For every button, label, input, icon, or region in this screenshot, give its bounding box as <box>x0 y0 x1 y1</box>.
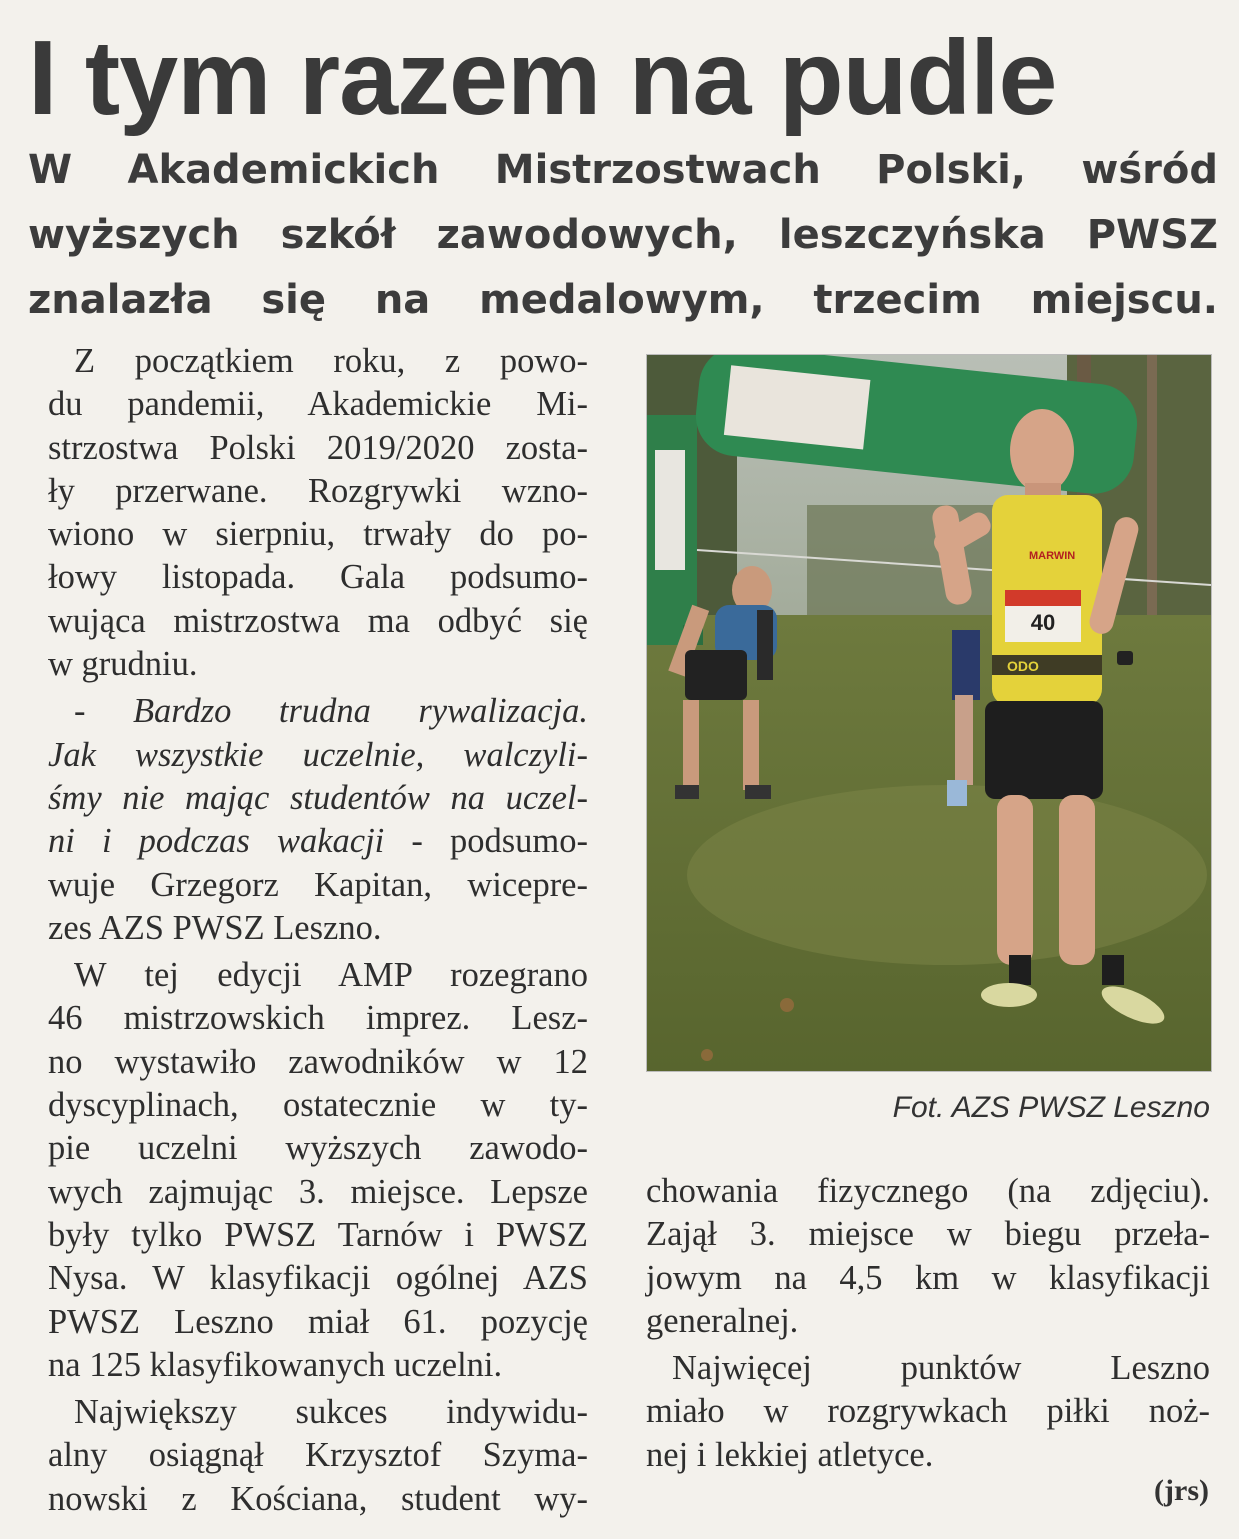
photo-caption: Fot. AZS PWSZ Leszno <box>892 1091 1210 1124</box>
text-line: nowski z Kościana, student wy- <box>48 1479 588 1518</box>
runner-photo-illustration <box>647 355 1211 1071</box>
text-line: W tej edycji AMP rozegrano <box>74 956 588 995</box>
quote-fragment: ni i podczas wakacji <box>48 822 385 861</box>
text-line: strzostwa Polski 2019/2020 zosta- <box>48 428 588 467</box>
text-line: zes AZS PWSZ Leszno. <box>48 908 382 947</box>
article-photo <box>646 354 1212 1072</box>
text-line: wuje Grzegorz Kapitan, wicepre- <box>48 865 588 904</box>
text-line: jowym na 4,5 km w klasyfikacji <box>646 1258 1210 1297</box>
text-line: Zajął 3. miejsce w biegu przeła- <box>646 1215 1210 1254</box>
text-line: wująca mistrzostwa ma odbyć się <box>48 601 588 640</box>
text-line: miało w rozgrywkach piłki noż- <box>646 1392 1210 1431</box>
lead-paragraph <box>28 138 1218 333</box>
lead-line: W Akademickich Mistrzostwach Polski, wśród <box>28 147 1218 193</box>
text-line: 46 mistrzowskich imprez. Lesz- <box>48 999 588 1038</box>
text-line: chowania fizycznego (na zdjęciu). <box>646 1172 1210 1210</box>
text-line: na 125 klasyfikowanych uczelni. <box>48 1345 503 1384</box>
text-line: w grudniu. <box>48 645 198 684</box>
text-fragment: - podsumo- <box>384 822 588 861</box>
text-line: wiono w sierpniu, trwały do po- <box>48 515 588 554</box>
lead-line: znalazła się na medalowym, trzecim miejscu. <box>28 277 1218 323</box>
text-line: dyscyplinach, ostatecznie w ty- <box>48 1086 588 1125</box>
text-line: alny osiągnął Krzysztof Szyma- <box>48 1436 588 1475</box>
headline: I tym razem na pudle <box>28 19 1057 137</box>
text-line: wych zajmując 3. miejsce. Lepsze <box>48 1172 588 1211</box>
shirt-brand: MARWIN <box>1029 550 1076 562</box>
text-line: Nysa. W klasyfikacji ogólnej AZS <box>48 1259 588 1298</box>
text-line: Największy sukces indywidu- <box>74 1393 588 1432</box>
article-column-right <box>646 1170 1210 1477</box>
text-line: Z początkiem roku, z powo- <box>74 342 588 380</box>
article-column-left <box>48 340 588 1521</box>
text-line <box>48 820 588 863</box>
bib-number: 40 <box>1030 610 1056 635</box>
text-line: ły przerwane. Rozgrywki wzno- <box>48 471 588 510</box>
text-line: łowy listopada. Gala podsumo- <box>48 558 588 597</box>
text-line: nej i lekkiej atletyce. <box>646 1435 934 1474</box>
text-line: pie uczelni wyższych zawodo- <box>48 1129 588 1168</box>
text-line: du pandemii, Akademickie Mi- <box>48 385 588 424</box>
shirt-sponsor: ODO <box>1007 658 1039 674</box>
text-line: Najwięcej punktów Leszno <box>672 1349 1210 1388</box>
author-signature: (jrs) <box>1154 1474 1209 1507</box>
text-line: generalnej. <box>646 1301 799 1340</box>
text-line: PWSZ Leszno miał 61. pozycję <box>48 1302 588 1341</box>
text-line: no wystawiło zawodników w 12 <box>48 1042 588 1081</box>
quote-line: śmy nie mając studentów na uczel- <box>48 778 588 817</box>
text-line: były tylko PWSZ Tarnów i PWSZ <box>48 1215 588 1254</box>
quote-line: Jak wszystkie uczelnie, walczyli- <box>48 735 588 774</box>
lead-line: wyższych szkół zawodowych, leszczyńska PWSZ <box>28 212 1218 258</box>
quote-line: - Bardzo trudna rywalizacja. <box>74 692 588 731</box>
